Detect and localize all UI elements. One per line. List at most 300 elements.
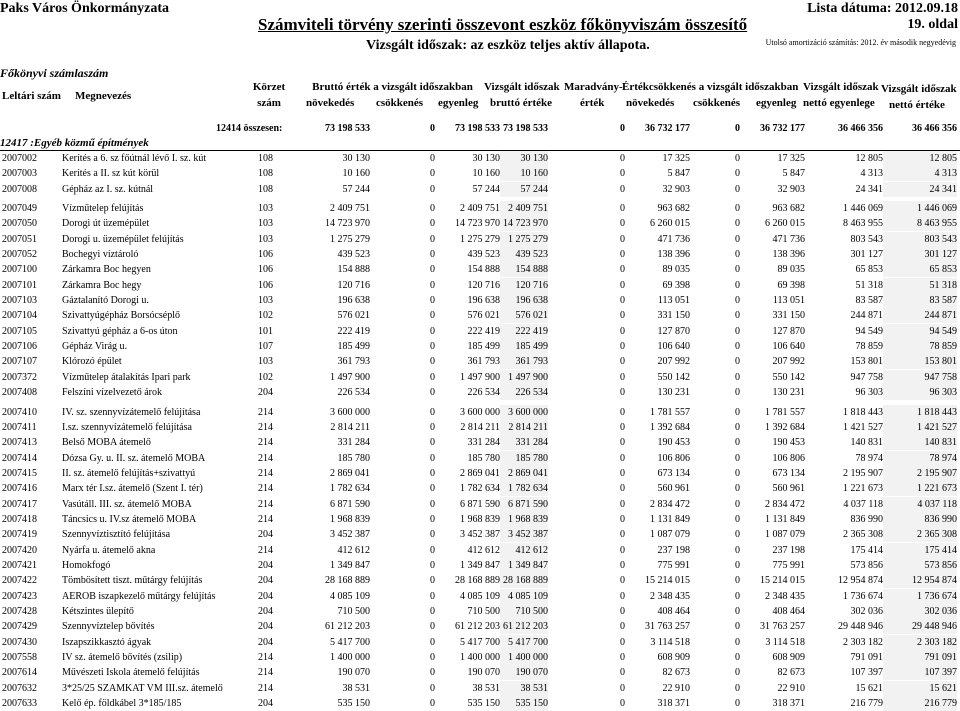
row-dep-bal: 237 198	[772, 544, 805, 556]
row-residual: 0	[620, 652, 625, 663]
row-dep-dec: 0	[735, 371, 740, 383]
row-residual: 0	[620, 452, 625, 464]
table-row	[0, 405, 960, 420]
row-gross-inc: 331 284	[337, 437, 370, 449]
row-dep-dec: 0	[735, 590, 740, 602]
row-name: Kerítés a 6. sz főútnál lévő I. sz. kút	[62, 153, 207, 164]
row-dep-dec: 0	[735, 249, 740, 261]
row-gross-bal: 5 417 700	[460, 636, 500, 648]
row-name: Művészeti Iskola átemelő felújítás	[62, 667, 200, 679]
row-korzet: 108	[258, 183, 273, 195]
row-dep-dec: 0	[735, 682, 740, 694]
col-korzet-header-top: Körzet	[252, 81, 286, 93]
row-period-gross: 2 409 751	[500, 201, 548, 216]
row-residual: 0	[620, 437, 625, 449]
row-dep-bal: 106 806	[772, 452, 805, 464]
row-dep-inc: 69 398	[662, 279, 690, 291]
row-gross-dec: 0	[430, 544, 435, 556]
table-row	[0, 354, 960, 369]
row-gross-inc: 30 130	[342, 153, 370, 164]
row-residual: 0	[620, 667, 625, 679]
row-gross-dec: 0	[430, 264, 435, 276]
row-dep-inc: 1 087 079	[650, 529, 690, 541]
table-row	[0, 558, 960, 573]
table-row	[0, 247, 960, 262]
row-id: 2007003	[2, 168, 37, 180]
row-name: Bochegyi víztároló	[62, 249, 139, 261]
row-net-bal: 1 818 443	[843, 406, 883, 418]
row-gross-inc: 196 638	[337, 295, 370, 307]
table-row	[0, 166, 960, 181]
col-residual-header-top: Maradvány-	[564, 81, 623, 93]
row-period-gross: 10 160	[500, 166, 548, 181]
row-name: Kelő ép. földkábel 3*185/185	[62, 698, 182, 710]
row-name: Szennyvíztelep bővítés	[62, 621, 155, 633]
row-id: 2007105	[2, 325, 37, 337]
row-dep-inc: 2 834 472	[650, 498, 690, 510]
row-gross-inc: 2 409 751	[330, 203, 370, 215]
row-period-gross: 2 814 211	[500, 420, 548, 435]
row-name: Felszíni vízelvezető árok	[62, 387, 162, 399]
row-gross-inc: 222 419	[337, 325, 370, 337]
row-period-gross: 28 168 889	[500, 573, 548, 588]
row-net-bal: 791 091	[850, 652, 883, 663]
row-gross-bal: 1 968 839	[460, 513, 500, 525]
table-row	[0, 512, 960, 527]
row-period-gross: 6 871 590	[500, 497, 548, 512]
row-period-gross: 185 780	[500, 451, 548, 466]
row-residual: 0	[620, 406, 625, 418]
row-residual: 0	[620, 371, 625, 383]
row-net-val: 244 871	[883, 308, 957, 323]
row-gross-dec: 0	[430, 341, 435, 353]
row-gross-dec: 0	[430, 483, 435, 495]
row-net-bal: 4 037 118	[843, 498, 883, 510]
row-dep-bal: 127 870	[772, 325, 805, 337]
col-net-bal-header-bottom: nettó egyenlege	[803, 97, 875, 109]
row-period-gross: 412 612	[500, 543, 548, 558]
row-dep-inc: 963 682	[657, 203, 690, 215]
row-net-val: 1 446 069	[883, 201, 957, 216]
row-gross-dec: 0	[430, 310, 435, 322]
row-residual: 0	[620, 498, 625, 510]
row-dep-dec: 0	[735, 544, 740, 556]
row-period-gross: 576 021	[500, 308, 548, 323]
row-dep-bal: 6 260 015	[765, 218, 805, 230]
row-dep-dec: 0	[735, 218, 740, 230]
row-gross-bal: 3 452 387	[460, 529, 500, 541]
row-name: Nyárfa u. átemelő akna	[62, 544, 156, 556]
col-period-gross-header-bottom: bruttó értéke	[490, 97, 553, 109]
row-dep-inc: 31 763 257	[645, 621, 690, 633]
row-dep-bal: 1 781 557	[765, 406, 805, 418]
row-net-val: 29 448 946	[883, 619, 957, 634]
row-period-gross: 1 400 000	[500, 650, 548, 665]
row-korzet: 214	[258, 513, 273, 525]
row-korzet: 204	[258, 636, 273, 648]
row-net-val: 12 954 874	[883, 573, 957, 588]
row-period-gross: 710 500	[500, 604, 548, 619]
row-gross-bal: 331 284	[467, 437, 500, 449]
row-gross-bal: 1 400 000	[460, 652, 500, 663]
table-row	[0, 497, 960, 512]
row-dep-dec: 0	[735, 387, 740, 399]
period-line: Vizsgált időszak: az eszköz teljes aktív állapota.	[366, 38, 650, 53]
row-gross-dec: 0	[430, 406, 435, 418]
table-row	[0, 451, 960, 466]
row-dep-bal: 775 991	[772, 559, 805, 571]
row-residual: 0	[620, 544, 625, 556]
table-row	[0, 481, 960, 496]
row-period-gross: 226 534	[500, 385, 548, 400]
row-korzet: 101	[258, 325, 273, 337]
row-residual: 0	[620, 295, 625, 307]
table-row	[0, 650, 960, 665]
row-dep-bal: 31 763 257	[760, 621, 805, 633]
row-gross-inc: 38 531	[342, 682, 370, 694]
row-korzet: 108	[258, 168, 273, 180]
row-residual: 0	[620, 605, 625, 617]
row-gross-inc: 1 968 839	[330, 513, 370, 525]
row-id: 2007632	[2, 682, 37, 694]
table-row	[0, 293, 960, 308]
summary-dep-inc: 36 732 177	[645, 123, 690, 134]
summary-gross-bal: 73 198 533	[455, 123, 500, 134]
row-korzet: 102	[258, 371, 273, 383]
row-net-bal: 836 990	[850, 513, 883, 525]
row-gross-bal: 154 888	[467, 264, 500, 276]
row-gross-inc: 57 244	[342, 183, 370, 195]
row-id: 2007410	[2, 406, 37, 418]
row-gross-inc: 576 021	[337, 310, 370, 322]
row-dep-bal: 331 150	[772, 310, 805, 322]
row-name: II. sz. átemelő felújítás+szivattyú	[62, 467, 196, 479]
row-dep-bal: 113 051	[772, 295, 805, 307]
row-dep-dec: 0	[735, 325, 740, 337]
row-id: 2007101	[2, 279, 37, 291]
row-korzet: 214	[258, 421, 273, 433]
row-residual: 0	[620, 483, 625, 495]
col-dep-bal-header: egyenleg	[756, 97, 797, 109]
summary-gross-dec: 0	[430, 123, 435, 134]
col-korzet-header-bottom: szám	[257, 97, 281, 109]
table-row	[0, 635, 960, 650]
list-date: Lista dátuma: 2012.09.18	[807, 1, 958, 16]
row-net-bal: 8 463 955	[843, 218, 883, 230]
row-gross-inc: 120 716	[337, 279, 370, 291]
row-dep-inc: 2 348 435	[650, 590, 690, 602]
row-gross-bal: 196 638	[467, 295, 500, 307]
col-gross-bal-header: egyenleg	[438, 97, 479, 109]
row-gross-dec: 0	[430, 652, 435, 663]
row-name: Táncsics u. IV.sz átemelő MOBA	[62, 513, 197, 525]
row-period-gross: 535 150	[500, 696, 548, 711]
row-id: 2007106	[2, 341, 37, 353]
row-net-val: 1 221 673	[883, 481, 957, 496]
row-gross-dec: 0	[430, 636, 435, 648]
row-korzet: 103	[258, 203, 273, 215]
table-row	[0, 527, 960, 542]
table-row	[0, 216, 960, 231]
row-dep-dec: 0	[735, 636, 740, 648]
table-row	[0, 604, 960, 619]
row-gross-bal: 222 419	[467, 325, 500, 337]
row-gross-dec: 0	[430, 387, 435, 399]
row-dep-bal: 1 087 079	[765, 529, 805, 541]
row-net-bal: 175 414	[850, 544, 883, 556]
row-id: 2007430	[2, 636, 37, 648]
row-gross-dec: 0	[430, 233, 435, 245]
summary-gross-inc: 73 198 533	[325, 123, 370, 134]
row-dep-dec: 0	[735, 356, 740, 368]
row-period-gross: 1 497 900	[500, 370, 548, 385]
row-period-gross: 190 070	[500, 665, 548, 680]
row-dep-bal: 471 736	[772, 233, 805, 245]
row-residual: 0	[620, 310, 625, 322]
row-period-gross: 30 130	[500, 151, 548, 166]
row-korzet: 214	[258, 467, 273, 479]
row-net-val: 51 318	[883, 278, 957, 293]
row-gross-dec: 0	[430, 153, 435, 164]
row-name: Zárkamra Boc hegy	[62, 279, 142, 291]
row-net-val: 4 037 118	[883, 497, 957, 512]
row-korzet: 103	[258, 356, 273, 368]
table-row	[0, 543, 960, 558]
row-dep-bal: 963 682	[772, 203, 805, 215]
col-net-val-header-top: Vizsgált időszak	[881, 83, 957, 95]
row-name: IV. sz. szennyvízátemelő felújítása	[62, 406, 201, 418]
row-gross-inc: 1 275 279	[330, 233, 370, 245]
row-korzet: 214	[258, 452, 273, 464]
row-gross-inc: 2 814 211	[330, 421, 370, 433]
table-row	[0, 420, 960, 435]
row-period-gross: 4 085 109	[500, 589, 548, 604]
summary-net-bal: 36 466 356	[838, 123, 883, 134]
row-gross-dec: 0	[430, 356, 435, 368]
row-residual: 0	[620, 325, 625, 337]
row-net-val: 791 091	[883, 650, 957, 665]
row-dep-inc: 1 392 684	[650, 421, 690, 433]
row-name: Zárkamra Boc hegyen	[62, 264, 151, 276]
row-dep-inc: 775 991	[657, 559, 690, 571]
row-gross-inc: 4 085 109	[330, 590, 370, 602]
row-korzet: 204	[258, 387, 273, 399]
row-net-val: 83 587	[883, 293, 957, 308]
row-gross-dec: 0	[430, 575, 435, 587]
row-dep-bal: 1 131 849	[765, 513, 805, 525]
row-korzet: 106	[258, 264, 273, 276]
row-korzet: 106	[258, 249, 273, 261]
row-net-val: 2 195 907	[883, 466, 957, 481]
row-gross-bal: 2 869 041	[460, 467, 500, 479]
row-id: 2007558	[2, 652, 37, 663]
table-row	[0, 573, 960, 588]
row-dep-dec: 0	[735, 437, 740, 449]
row-gross-dec: 0	[430, 325, 435, 337]
row-dep-dec: 0	[735, 264, 740, 276]
row-net-bal: 1 421 527	[843, 421, 883, 433]
row-gross-bal: 2 814 211	[460, 421, 500, 433]
col-net-val-header-bottom: nettó értéke	[889, 99, 945, 111]
summary-residual: 0	[620, 123, 625, 134]
row-net-val: 65 853	[883, 262, 957, 277]
row-name: Szennyvíztisztító felújítása	[62, 529, 171, 541]
asset-table	[0, 151, 960, 711]
row-net-bal: 1 221 673	[843, 483, 883, 495]
table-row	[0, 665, 960, 680]
row-name: Kétszintes ülepítő	[62, 605, 134, 617]
amortization-note: Utolsó amortizáció számítás: 2012. év második negyedévig	[765, 38, 956, 47]
row-dep-dec: 0	[735, 513, 740, 525]
row-korzet: 204	[258, 575, 273, 587]
row-dep-inc: 673 134	[657, 467, 690, 479]
row-korzet: 204	[258, 698, 273, 710]
row-dep-dec: 0	[735, 621, 740, 633]
row-korzet: 214	[258, 406, 273, 418]
row-gross-bal: 30 130	[472, 153, 500, 164]
row-net-val: 24 341	[883, 182, 957, 197]
summary-net-val: 36 466 356	[912, 123, 957, 134]
row-net-val: 1 421 527	[883, 420, 957, 435]
row-net-bal: 153 801	[850, 356, 883, 368]
row-gross-inc: 226 534	[337, 387, 370, 399]
row-gross-inc: 1 497 900	[330, 371, 370, 383]
group-heading: 12417 :Egyéb közmű építmények	[0, 137, 149, 149]
row-net-val: 301 127	[883, 247, 957, 262]
row-net-bal: 78 859	[855, 341, 883, 353]
row-name: Gépház Virág u.	[62, 341, 128, 353]
row-dep-bal: 5 847	[782, 168, 805, 180]
row-gross-dec: 0	[430, 559, 435, 571]
row-korzet: 107	[258, 341, 273, 353]
row-gross-dec: 0	[430, 452, 435, 464]
row-gross-dec: 0	[430, 621, 435, 633]
row-gross-inc: 5 417 700	[330, 636, 370, 648]
row-dep-bal: 550 142	[772, 371, 805, 383]
row-gross-dec: 0	[430, 279, 435, 291]
row-dep-inc: 22 910	[662, 682, 690, 694]
row-name: Marx tér I.sz. átemelő (Szent I. tér)	[62, 483, 203, 495]
row-id: 2007107	[2, 356, 37, 368]
row-dep-inc: 6 260 015	[650, 218, 690, 230]
row-dep-bal: 190 453	[772, 437, 805, 449]
row-gross-bal: 226 534	[467, 387, 500, 399]
row-net-bal: 244 871	[850, 310, 883, 322]
row-gross-bal: 2 409 751	[460, 203, 500, 215]
row-name: 3*25/25 SZAMKAT VM III.sz. átemelő	[62, 682, 223, 694]
row-dep-bal: 130 231	[772, 387, 805, 399]
row-korzet: 204	[258, 605, 273, 617]
row-period-gross: 57 244	[500, 182, 548, 197]
org-name: Paks Város Önkormányzata	[0, 1, 170, 16]
row-dep-dec: 0	[735, 559, 740, 571]
row-dep-dec: 0	[735, 295, 740, 307]
row-korzet: 103	[258, 295, 273, 307]
row-dep-inc: 15 214 015	[645, 575, 690, 587]
row-gross-bal: 185 499	[467, 341, 500, 353]
row-gross-bal: 10 160	[472, 168, 500, 180]
row-residual: 0	[620, 218, 625, 230]
row-net-val: 573 856	[883, 558, 957, 573]
row-residual: 0	[620, 264, 625, 276]
row-gross-bal: 1 275 279	[460, 233, 500, 245]
table-row	[0, 619, 960, 634]
row-net-val: 1 736 674	[883, 589, 957, 604]
table-row	[0, 466, 960, 481]
row-net-bal: 573 856	[850, 559, 883, 571]
table-row	[0, 696, 960, 711]
row-gross-bal: 4 085 109	[460, 590, 500, 602]
row-net-val: 140 831	[883, 435, 957, 450]
row-residual: 0	[620, 467, 625, 479]
row-korzet: 102	[258, 310, 273, 322]
row-gross-inc: 3 600 000	[330, 406, 370, 418]
row-id: 2007420	[2, 544, 37, 556]
row-gross-dec: 0	[430, 590, 435, 602]
row-period-gross: 439 523	[500, 247, 548, 262]
row-dep-bal: 22 910	[777, 682, 805, 694]
row-net-val: 15 621	[883, 681, 957, 696]
row-gross-bal: 1 497 900	[460, 371, 500, 383]
row-net-bal: 2 195 907	[843, 467, 883, 479]
row-residual: 0	[620, 249, 625, 261]
row-dep-inc: 106 640	[657, 341, 690, 353]
row-period-gross: 61 212 203	[500, 619, 548, 634]
row-period-gross: 222 419	[500, 324, 548, 339]
row-name: Vasútáll. III. sz. átemelő MOBA	[62, 498, 192, 510]
row-gross-inc: 1 400 000	[330, 652, 370, 663]
row-gross-dec: 0	[430, 682, 435, 694]
row-dep-dec: 0	[735, 498, 740, 510]
row-name: Homokfogó	[62, 559, 111, 571]
row-id: 2007414	[2, 452, 37, 464]
row-id: 2007103	[2, 295, 37, 307]
row-name: Vízműtelep átalakítás Ipari park	[62, 371, 191, 383]
summary-period-gross: 73 198 533	[503, 123, 548, 134]
row-gross-bal: 535 150	[467, 698, 500, 710]
row-korzet: 214	[258, 652, 273, 663]
row-residual: 0	[620, 682, 625, 694]
row-dep-inc: 1 131 849	[650, 513, 690, 525]
row-korzet: 204	[258, 559, 273, 571]
row-period-gross: 38 531	[500, 681, 548, 696]
row-gross-inc: 190 070	[337, 667, 370, 679]
col-residual-header-bottom: érték	[580, 97, 605, 109]
row-net-val: 107 397	[883, 665, 957, 680]
row-korzet: 108	[258, 153, 273, 164]
row-id: 2007413	[2, 437, 37, 449]
row-gross-dec: 0	[430, 698, 435, 710]
row-id: 2007415	[2, 467, 37, 479]
row-dep-bal: 69 398	[777, 279, 805, 291]
table-row	[0, 182, 960, 197]
summary-label: 12414 összesen:	[216, 123, 283, 134]
row-dep-inc: 82 673	[662, 667, 690, 679]
row-id: 2007050	[2, 218, 37, 230]
row-gross-bal: 412 612	[467, 544, 500, 556]
row-gross-inc: 185 780	[337, 452, 370, 464]
row-gross-inc: 28 168 889	[325, 575, 370, 587]
row-dep-bal: 89 035	[777, 264, 805, 276]
row-dep-inc: 207 992	[657, 356, 690, 368]
row-residual: 0	[620, 387, 625, 399]
row-net-bal: 24 341	[855, 183, 883, 195]
row-id: 2007423	[2, 590, 37, 602]
row-id: 2007422	[2, 575, 37, 587]
row-dep-inc: 127 870	[657, 325, 690, 337]
col-id-header: Leltári szám	[2, 90, 61, 102]
col-gross-dec-header: csökkenés	[376, 97, 424, 109]
